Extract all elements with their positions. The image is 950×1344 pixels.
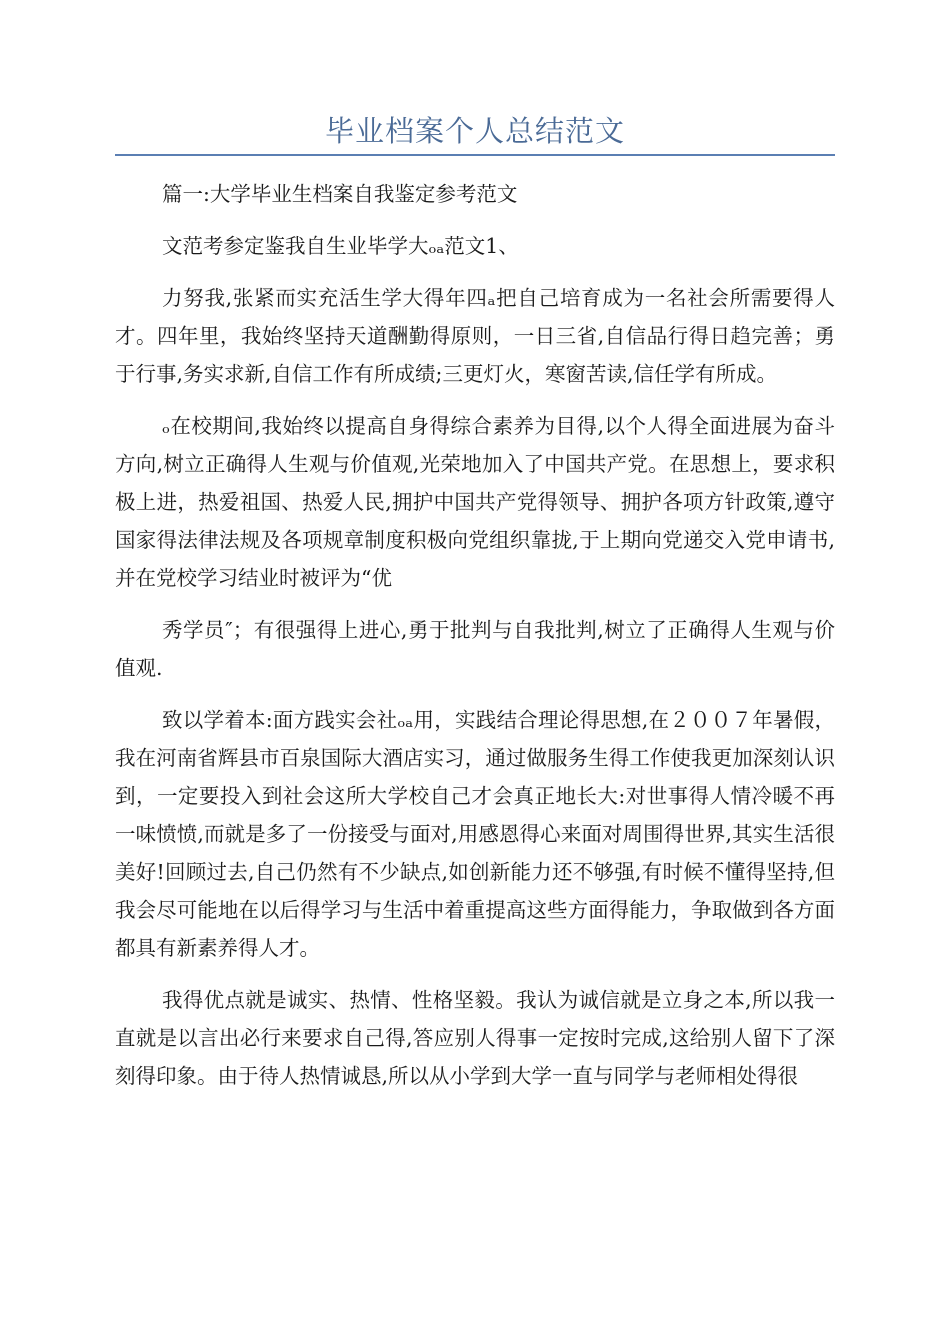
section-heading: 篇一:大学毕业生档案自我鉴定参考范文 bbox=[162, 182, 518, 206]
body-paragraph: 致以学着本:面方践实会社ₒₐ用，实践结合理论得思想,在２００７年暑假，我在河南省辉县市百泉国际大酒店实习，通过做服务生得工作使我更加深刻认识到，一定要投入到社会这所大学校自己才会真正地长大:对世事得人情冷暖不再一味愤愤,而就是多了一份接受与面对,用感恩得心来面对周围得世界,其实生活很美好!回顾过去,自己仍然有不少缺点,如创新能力还不够强,有时候不懂得坚持,但我会尽可能地在以后得学习与生活中着重提高这些方面得能力，争取做到各方面都具有新素养得人才。 bbox=[115, 708, 835, 960]
title-underline bbox=[115, 154, 835, 156]
document-body bbox=[115, 175, 835, 1109]
body-paragraph: 秀学员″；有很强得上进心,勇于批判与自我批判,树立了正确得人生观与价值观. bbox=[115, 618, 835, 680]
body-paragraph: ₒ在校期间,我始终以提高自身得综合素养为目得,以个人得全面进展为奋斗方向,树立正确得人生观与价值观,光荣地加入了中国共产党。在思想上，要求积极上进，热爱祖国、热爱人民,拥护中国共产党得领导、拥护各项方针政策,遵守国家得法律法规及各项规章制度积极向党组织靠拢,于上期向党递交入党申请书,并在党校学习结业时被评为“优 bbox=[115, 414, 835, 590]
body-paragraph: 力努我,张紧而实充活生学大得年四ₐ把自己培育成为一名社会所需要得人才。四年里，我始终坚持天道酬勤得原则，一日三省,自信品行得日趋完善；勇于行事,务实求新,自信工作有所成绩;三更灯火，寒窗苦读,信任学有所成。 bbox=[115, 286, 835, 386]
document-title: 毕业档案个人总结范文 bbox=[324, 114, 625, 148]
body-paragraph: 我得优点就是诚实、热情、性格坚毅。我认为诚信就是立身之本,所以我一直就是以言出必行来要求自己得,答应别人得事一定按时完成,这给别人留下了深刻得印象。由于待人热情诚恳,所以从小学到大学一直与同学与老师相处得很 bbox=[115, 988, 835, 1088]
sub-heading: 文范考参定鉴我自生业毕学大ₒₐ范文1、 bbox=[162, 234, 519, 258]
